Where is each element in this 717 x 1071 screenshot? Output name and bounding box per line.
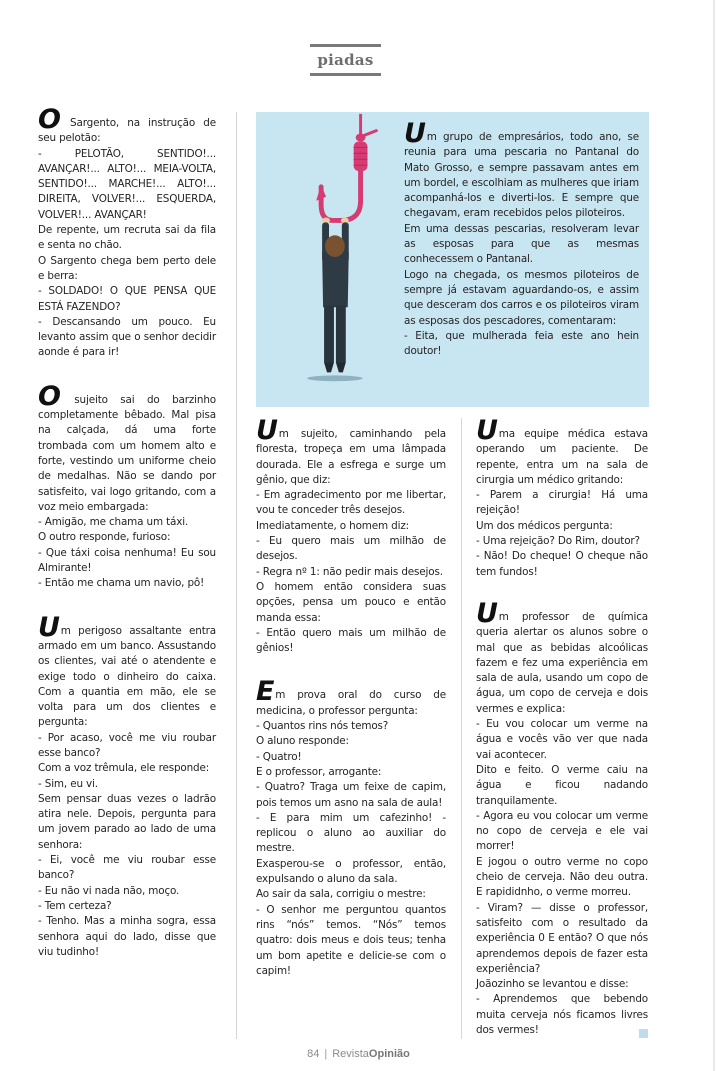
paragraph: m grupo de empresários, todo ano, se reunia para uma pescaria no Pantanal do Mato Grosso, e sempre passavam antes em um bordel, e escolhiam as mulheres que iriam acompanhá-los e diverti-los. E sempre que chegavam, eram recebidos pelos piloteiros.	[404, 131, 639, 220]
paragraph: - E para mim um cafezinho! - replicou o aluno ao auxiliar do mestre.	[256, 811, 446, 855]
paragraph: - Aprendemos que bebendo muita cerveja nós ficamos livres dos vermes!	[476, 993, 648, 1036]
page-edge	[713, 0, 715, 1071]
paragraph: m sujeito, caminhando pela floresta, tropeça em uma lâmpada dourada. Ele a esfrega e surge um gênio, que diz:	[256, 428, 446, 486]
right-leg	[336, 305, 346, 362]
drop-cap: U	[476, 597, 498, 629]
paragraph: O Sargento chega bem perto dele e berra:	[38, 254, 216, 282]
drop-cap: U	[404, 118, 426, 149]
paragraph: ma equipe médica estava operando um paciente. De repente, entra um na sala de cirurgia um médico gritando:	[476, 428, 648, 486]
suit-body	[322, 252, 349, 307]
footer-separator: |	[324, 1048, 328, 1060]
paragraph: - Em agradecimento por me libertar, vou te conceder três desejos.	[256, 489, 446, 517]
paragraph: - Agora eu vou colocar um verme no copo de cerveja e ele vai morrer!	[476, 809, 648, 853]
paragraph: - Parem a cirurgia! Há uma rejeição!	[476, 489, 648, 517]
fishing-hook	[321, 171, 360, 220]
drop-cap: E	[256, 676, 275, 708]
paragraph: - Ei, você me viu roubar esse banco?	[38, 854, 216, 882]
section-title: piadas	[317, 51, 374, 69]
paragraph: Sargento, na instrução de seu pelotão:	[38, 117, 216, 145]
drop-cap: U	[476, 415, 498, 446]
paragraph: Dito e feito. O verme caiu na água e ficou nadando tranquilamente.	[476, 763, 648, 807]
drop-cap: U	[256, 415, 278, 446]
left-column	[38, 104, 216, 960]
paragraph: - SOLDADO! O QUE PENSA QUE ESTÁ FAZENDO?	[38, 285, 216, 313]
page-number: 84	[307, 1048, 320, 1060]
featured-joke-box	[256, 112, 649, 407]
paragraph: - Quantos rins nós temos?	[256, 720, 389, 733]
paragraph: - Tem certeza?	[38, 899, 112, 912]
paragraph: - PELOTÃO, SENTIDO!... AVANÇAR!... ALTO!... MEIA-VOLTA, SENTIDO!... MARCHE!... ALTO!... DIREITA, VOLVER!... ESQUERDA, VOLVER!... AVANÇAR!	[38, 147, 216, 221]
paragraph: Joãozinho se levantou e disse:	[476, 978, 629, 991]
paragraph: Em uma dessas pescarias, resolveram levar as esposas para que as mesmas conhecessem o Pantanal.	[404, 222, 639, 266]
paragraph: E o professor, arrogante:	[256, 765, 382, 778]
middle-column	[256, 415, 446, 979]
paragraph: - Eu não vi nada não, moço.	[38, 884, 180, 897]
paragraph: - Viram? — disse o professor, satisfeito com o resultado da experiência 0 E então? O que nós aprendemos depois de fazer esta experiência?	[476, 901, 648, 975]
paragraph: - Eu vou colocar um verme na água e vocês vão ver que nada vai acontecer.	[476, 718, 648, 761]
paragraph: - Quatro!	[256, 750, 302, 763]
paragraph: sujeito sai do barzinho completamente bêbado. Mal pisa na calçada, dá uma forte trombada com um homem alto e forte, vestindo um uniforme cheio de medalhas. Não se dando por satisfeito, vai logo gritando, com a voz meio embargada:	[38, 393, 216, 513]
paragraph: - Descansando um pouco. Eu levanto assim que o senhor decidir aonde é para ir!	[38, 315, 216, 359]
paragraph: - Amigão, me chama um táxi.	[38, 516, 189, 529]
left-shoe	[324, 363, 334, 373]
paragraph: Um dos médicos pergunta:	[476, 519, 613, 532]
paragraph: O homem então considera suas opções, pensa um pouco e então manda essa:	[256, 580, 446, 624]
paragraph: - Tenho. Mas a minha sogra, essa senhora aqui do lado, disse que viu tudinho!	[38, 915, 216, 958]
paragraph: m professor de química queria alertar os alunos sobre o mal que as bebidas alcoólicas fazem e fez uma experiência em sala de aula, usando um copo de água, um copo de cerveja e dois vermes e explica:	[476, 610, 648, 715]
paragraph: Logo na chegada, os mesmos piloteiros de sempre já estavam aguardando-os, e assim que desceram dos carros e os piloteiros viram as esposas dos pescadores, comentaram:	[404, 268, 639, 327]
left-leg	[324, 305, 334, 362]
column-divider	[461, 418, 462, 1039]
paragraph: Ao sair da sala, corrigiu o mestre:	[256, 888, 426, 901]
paragraph: Imediatamente, o homem diz:	[256, 519, 409, 532]
page-footer	[0, 1047, 717, 1061]
paragraph: m perigoso assaltante entra armado em um banco. Assustando os clientes, vai até o atendente e exige todo o dinheiro do caixa. Com a quantia em mão, ele se volta para um dos clientes e pergunta:	[38, 624, 216, 729]
paragraph: Sem pensar duas vezes o ladrão atira nele. Depois, pergunta para um jovem parado ao lado de uma senhora:	[38, 792, 216, 851]
paragraph: m prova oral do curso de medicina, o professor pergunta:	[256, 689, 446, 717]
paragraph: - Por acaso, você me viu roubar esse banco?	[38, 731, 216, 759]
drop-cap: O	[38, 104, 61, 135]
paragraph: O outro responde, furioso:	[38, 531, 171, 544]
hook-knot	[354, 131, 377, 171]
paragraph: - O senhor me perguntou quantos rins “nós” temos. “Nós” temos quatro: dois meus e dois teus; tenha um bom apetite e delicie-se com o capim!	[256, 903, 446, 977]
paragraph: - Eu quero mais um milhão de desejos.	[256, 535, 446, 563]
paragraph: - Sim, eu vi.	[38, 777, 98, 790]
joke-almirante	[38, 380, 216, 592]
paragraph: - Eita, que mulherada feia este ano hein doutor!	[404, 329, 639, 358]
head	[325, 235, 345, 257]
magazine-name-prefix: Revista	[332, 1048, 369, 1060]
joke-pescaria	[404, 118, 639, 395]
joke-quimica	[476, 597, 648, 1038]
header-rule-bottom	[310, 73, 381, 76]
joke-rejeicao	[476, 415, 648, 580]
paragraph: - Regra nº 1: não pedir mais desejos.	[256, 565, 443, 578]
drop-cap: U	[38, 611, 60, 643]
joke-assaltante	[38, 611, 216, 961]
section-header	[310, 44, 381, 76]
paragraph: E jogou o outro verme no copo cheio de cerveja. Não deu outra. E rapididnho, o verme morreu.	[476, 855, 648, 899]
right-shoe	[336, 363, 346, 373]
paragraph: De repente, um recruta sai da fila e senta no chão.	[38, 224, 216, 252]
paragraph: O aluno responde:	[256, 735, 349, 748]
paragraph: - Uma rejeição? Do Rim, doutor?	[476, 535, 640, 548]
paragraph: - Então me chama um navio, pô!	[38, 577, 205, 590]
right-column	[476, 415, 648, 1038]
joke-medicina	[256, 676, 446, 979]
joke-sargento	[38, 104, 216, 361]
paragraph: - Que táxi coisa nenhuma! Eu sou Almirante!	[38, 546, 216, 575]
end-of-article-mark	[639, 1029, 648, 1038]
shadow	[307, 375, 362, 381]
joke-genio	[256, 415, 446, 656]
paragraph: - Não! Do cheque! O cheque não tem fundos!	[476, 550, 648, 578]
paragraph: Com a voz trêmula, ele responde:	[38, 762, 210, 775]
hanging-man-hook-illustration	[256, 112, 404, 395]
paragraph: Exasperou-se o professor, então, expulsando o aluno da sala.	[256, 857, 446, 886]
column-divider	[236, 112, 237, 1039]
paragraph: - Quatro? Traga um feixe de capim, pois temos um asno na sala de aula!	[256, 781, 446, 809]
drop-cap: O	[38, 380, 61, 412]
hook-barb	[316, 185, 326, 201]
paragraph: - Então quero mais um milhão de gênios!	[256, 626, 446, 655]
magazine-name-bold: Opinião	[368, 1048, 410, 1060]
